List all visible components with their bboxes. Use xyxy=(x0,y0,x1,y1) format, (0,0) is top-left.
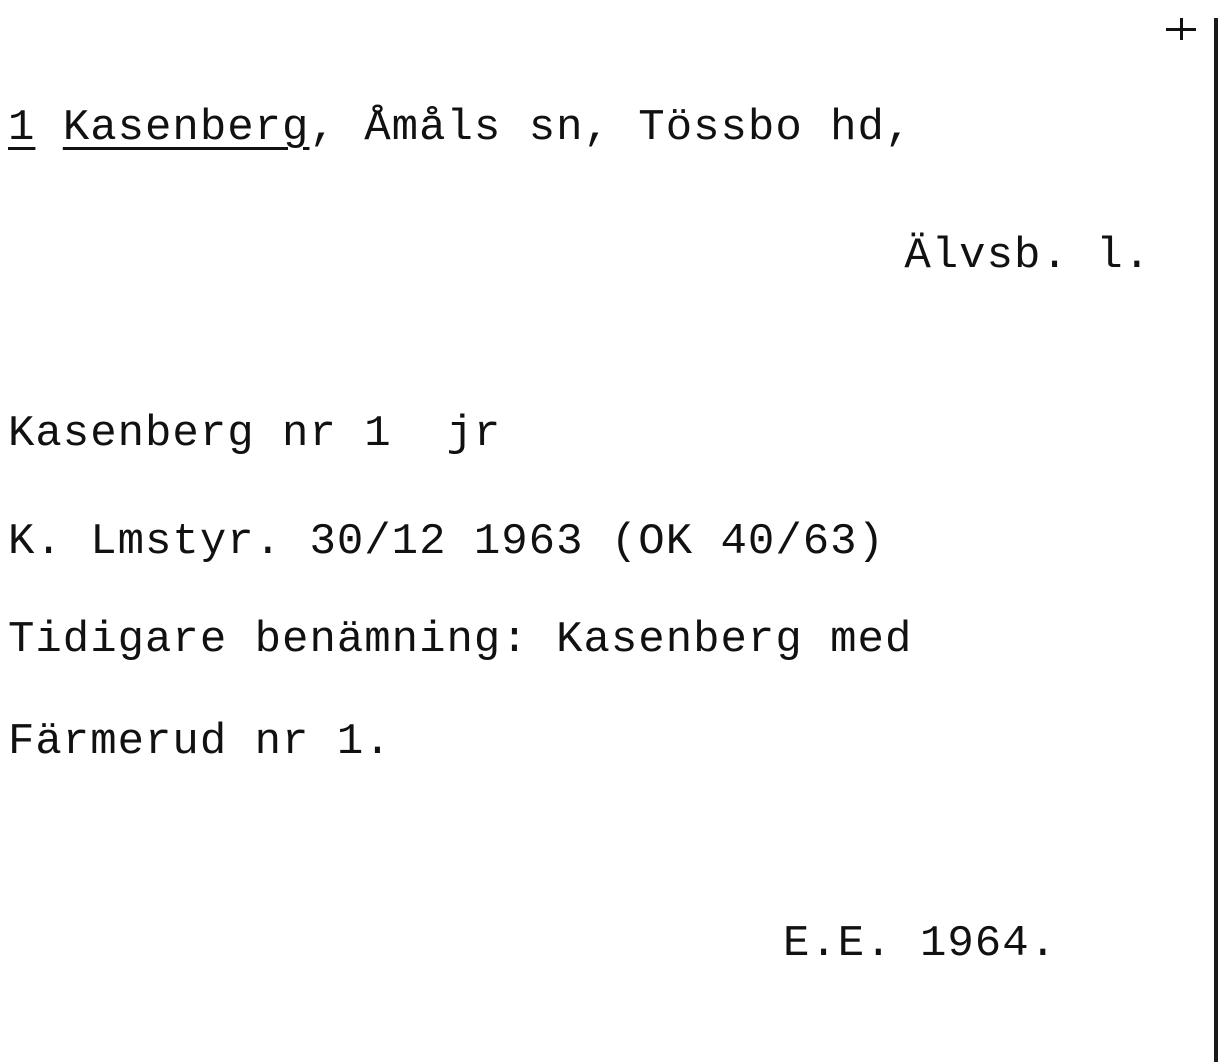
former-name-line-2: Färmerud nr 1. xyxy=(8,717,392,767)
county-abbreviation: Älvsb. l. xyxy=(904,231,1151,281)
place-name: Kasenberg xyxy=(62,103,310,153)
card-heading xyxy=(8,102,912,154)
entry-number: 1 xyxy=(8,103,36,153)
signature-date: E.E. 1964. xyxy=(782,919,1057,969)
property-designation: Kasenberg nr 1 jr xyxy=(8,409,502,459)
card-right-edge xyxy=(1214,18,1218,1062)
decision-reference: K. Lmstyr. 30/12 1963 (OK 40/63) xyxy=(8,517,885,567)
plus-mark-vertical xyxy=(1180,18,1183,40)
heading-location: , Åmåls sn, Tössbo hd, xyxy=(309,103,913,153)
former-name-line-1: Tidigare benämning: Kasenberg med xyxy=(8,615,913,665)
plus-mark xyxy=(1166,14,1196,44)
